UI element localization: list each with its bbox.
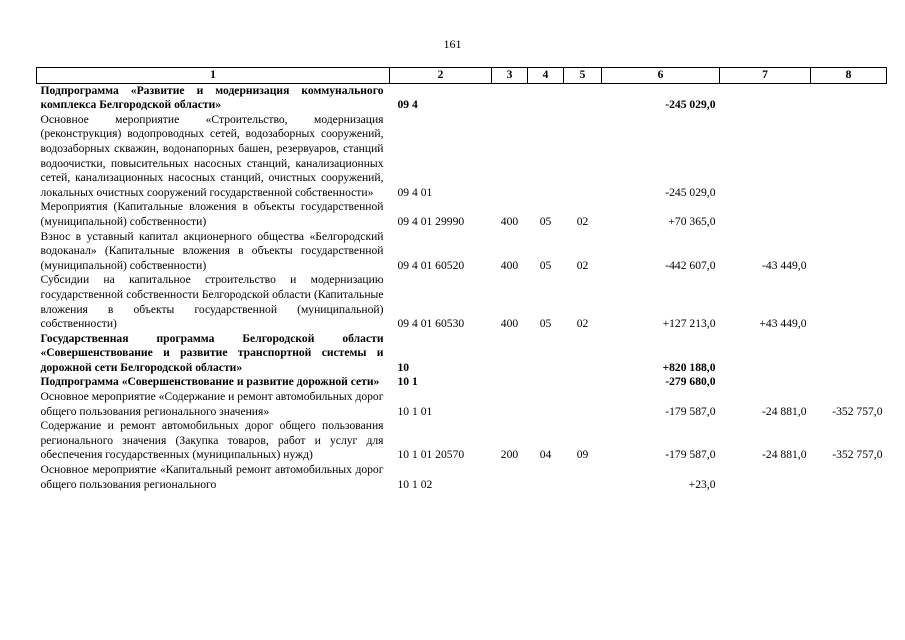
row-c8-cell [811,200,887,229]
row-c6-cell: -442 607,0 [665,258,716,272]
row-c7-cell [720,375,811,390]
row-name-cell: Государственная программа Белгородской области «Совершенствование и развитие транспортной системы и дорожной сети Белгородской области» [40,331,384,374]
row-c3-cell [492,332,528,376]
row-c7-cell: +43 449,0 [759,317,807,331]
row-c5-cell [564,375,602,390]
row-c5-cell [564,390,602,419]
row-c7-cell [720,200,811,229]
row-c7-cell [720,332,811,376]
row-c8-cell: -352 757,0 [832,448,883,462]
row-c7-cell [720,113,811,201]
table-row [37,200,887,229]
row-c4-cell [528,113,564,201]
row-c3-cell: 400 [500,214,519,228]
table-header-row [37,68,887,84]
table-row [37,83,887,113]
row-code-cell: 10 1 [397,375,418,389]
row-c5-cell: 02 [576,258,589,272]
row-c8-cell [811,113,887,201]
row-c6-cell: -245 029,0 [665,98,716,112]
row-c7-cell [720,83,811,113]
row-name-cell: Субсидии на капитальное строительство и модернизацию государственной собственности Белгородской области (Капитальные вложения в объекты государственной (муниципальной) собственности) [40,273,384,331]
table-row [37,390,887,419]
table-row [37,332,887,376]
row-c7-cell: -43 449,0 [762,258,807,272]
row-c6-cell: +23,0 [688,477,716,491]
row-c5-cell: 02 [576,317,589,331]
row-code-cell: 09 4 01 29990 [397,214,465,228]
table-body [37,83,887,492]
row-c5-cell [564,113,602,201]
row-code-cell: 09 4 01 [397,185,433,199]
row-c4-cell [528,463,564,492]
column-header: 6 [602,68,720,84]
row-c4-cell: 05 [539,317,552,331]
row-c5-cell: 09 [576,448,589,462]
row-c7-cell: -24 881,0 [762,404,807,418]
row-code-cell: 10 1 02 [397,477,433,491]
column-header: 2 [390,68,492,84]
row-c3-cell [492,390,528,419]
row-code-cell: 09 4 01 60530 [397,317,465,331]
row-name-cell: Мероприятия (Капитальные вложения в объекты государственной (муниципальной) собственности) [40,200,384,228]
row-code-cell: 10 1 01 20570 [397,448,465,462]
row-name-cell: Взнос в уставный капитал акционерного общества «Белгородский водоканал» (Капитальные вложения в объекты государственной (муниципальной) собственности) [40,229,384,272]
column-header: 4 [528,68,564,84]
row-c6-cell: +70 365,0 [668,214,716,228]
row-c5-cell [564,463,602,492]
row-c4-cell: 05 [539,214,552,228]
row-c6-cell: -245 029,0 [665,185,716,199]
row-c8-cell [811,83,887,113]
row-c3-cell [492,113,528,201]
row-code-cell: 09 4 01 60520 [397,258,465,272]
row-name-cell: Основное мероприятие «Капитальный ремонт автомобильных дорог общего пользования регионального [40,463,384,491]
column-header: 1 [37,68,390,84]
row-c6-cell: -179 587,0 [665,404,716,418]
row-c3-cell [492,375,528,390]
row-c6-cell: -279 680,0 [665,375,716,389]
row-c5-cell [564,83,602,113]
row-c3-cell: 400 [500,317,519,331]
row-c8-cell [811,375,887,390]
column-header: 8 [811,68,887,84]
table-row [37,113,887,201]
row-c7-cell [720,463,811,492]
row-c6-cell: +820 188,0 [662,360,716,374]
column-header: 3 [492,68,528,84]
row-c8-cell [811,230,887,274]
row-c3-cell [492,83,528,113]
row-code-cell: 10 [397,360,410,374]
row-c4-cell [528,332,564,376]
row-code-cell: 09 4 [397,98,418,112]
row-c7-cell: -24 881,0 [762,448,807,462]
page-number: 161 [443,37,462,51]
row-name-cell: Основное мероприятие «Строительство, модернизация (реконструкция) водопроводных сетей, водозаборных сооружений, водозаборных скважин, водонапорных башен, резервуаров, станций водоочистки, повысительных насосных станций, канализационных сетей, канализационных насосных станций, очистных сооружений, локальных очистных сооружений государственной собственности» [40,112,384,199]
table-row [37,463,887,492]
row-c3-cell: 400 [500,258,519,272]
row-c4-cell [528,390,564,419]
budget-table [36,67,887,492]
row-c4-cell [528,375,564,390]
table-row [37,375,887,390]
row-c3-cell: 200 [500,448,519,462]
row-name-cell: Подпрограмма «Развитие и модернизация коммунального комплекса Белгородской области» [40,83,384,112]
row-c5-cell: 02 [576,214,589,228]
row-c4-cell: 05 [539,258,552,272]
row-name-cell: Основное мероприятие «Содержание и ремонт автомобильных дорог общего пользования регионального значения» [40,390,384,418]
table-row [37,230,887,274]
row-name-cell: Содержание и ремонт автомобильных дорог общего пользования регионального значения (Закупка товаров, работ и услуг для обеспечения государственных (муниципальных) нужд) [40,419,384,462]
row-c8-cell [811,463,887,492]
row-c6-cell: +127 213,0 [662,317,716,331]
row-c8-cell: -352 757,0 [832,404,883,418]
column-header: 7 [720,68,811,84]
row-c4-cell [528,83,564,113]
row-c8-cell [811,332,887,376]
row-c4-cell: 04 [539,448,552,462]
table-row [37,419,887,463]
row-c5-cell [564,332,602,376]
table-row [37,273,887,331]
row-name-cell: Подпрограмма «Совершенствование и развитие дорожной сети» [40,375,380,389]
row-c6-cell: -179 587,0 [665,448,716,462]
row-c3-cell [492,463,528,492]
column-header: 5 [564,68,602,84]
row-code-cell: 10 1 01 [397,404,433,418]
row-c8-cell [811,273,887,331]
